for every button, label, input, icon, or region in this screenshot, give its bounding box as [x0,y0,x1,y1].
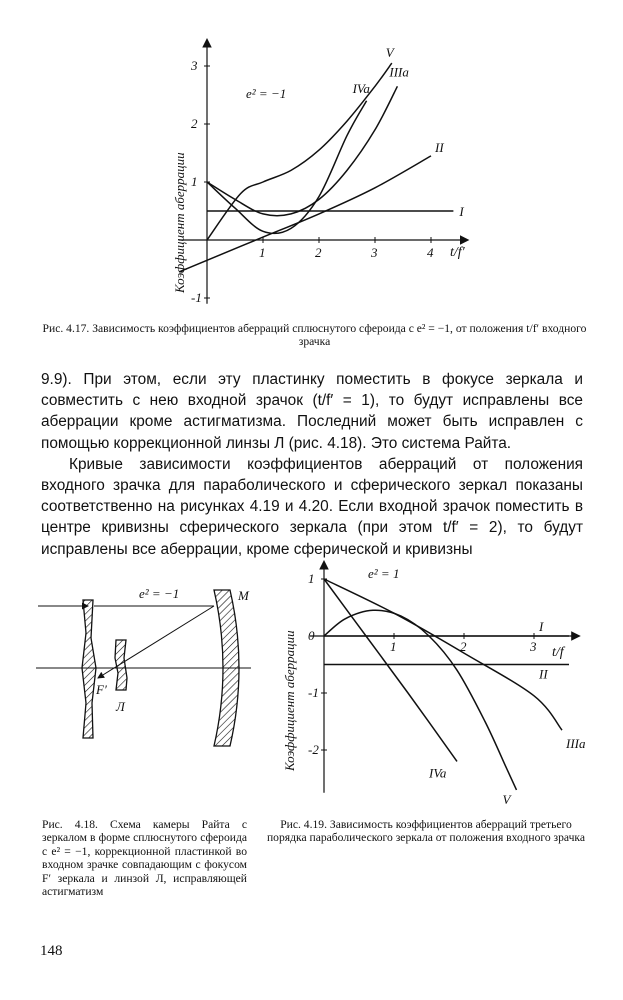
x-tick-label: 3 [530,639,537,654]
label-lens: Л [116,699,125,714]
fig419-series [324,579,569,790]
series-label-V: V [385,45,394,61]
series-label-V: V [502,791,511,807]
y-tick-label: -1 [308,685,319,700]
series-label-IVa: IVa [429,765,447,781]
series-label-IIIa: IIIa [389,64,409,80]
series-label-IVa: IVa [352,80,370,96]
x-tick-label: 2 [315,245,322,260]
fig417-annotation: e² = −1 [246,86,287,101]
series-label-II: II [435,139,444,155]
label-focus: F′ [96,682,107,697]
series-label-II: II [539,666,548,682]
y-tick-label: 0 [308,628,315,643]
figure-4-18-caption: Рис. 4.18. Схема камеры Райта с зеркалом в форме сплюснутого сфероида с e² = −1, коррекционной пластинкой во входном зрачке совпадающим с фокусом F′ зеркала и линзой Л, исправляющей астигматизм [42,818,247,899]
x-tick-label: 1 [259,245,266,260]
figure-4-17-chart [150,28,500,310]
x-tick-label: 3 [371,245,378,260]
x-tick-label: 2 [460,639,467,654]
figure-4-19-caption: Рис. 4.19. Зависимость коэффициентов аберраций третьего порядка параболического зеркала от положения входного зрачка [266,818,586,845]
figure-4-17-caption: Рис. 4.17. Зависимость коэффициентов аберраций сплюснутого сфероида с e² = −1, от положения t/f′ входного зрачка [42,322,587,349]
series-label-IIIa: IIIa [566,736,586,752]
fig417-series-labels [352,45,465,219]
label-mirror: M [238,588,249,603]
series-line-IVa [324,579,457,761]
series-line-IIIa [207,86,397,215]
body-text [41,369,583,560]
page-number: 148 [40,943,63,959]
fig417-axes [179,43,465,304]
fig417-ylabel: Коэффициент аберрации [172,152,187,293]
series-line-IVa [207,101,367,234]
figure-4-19-chart [272,556,612,807]
x-tick-label: 1 [390,639,397,654]
correction-plate [82,600,96,738]
y-tick-label: -2 [308,742,319,757]
y-tick-label: -1 [191,290,202,305]
fig419-ylabel: Коэффициент аберрации [282,630,297,771]
paragraph-2: Кривые зависимости коэффициентов аберраций от положения входного зрачка для параболического и сферического зеркал показаны соответственно на рисунках 4.19 и 4.20. Если входной зрачок поместить в центре кривизны сферического зеркала (при этом t/f′ = 2), то будут исправлены все аберрации, кроме сферической и кривизны [41,455,583,558]
y-tick-label: 3 [191,58,198,73]
series-line-V [324,610,517,790]
series-label-I: I [539,619,544,634]
fig419-annotation: e² = 1 [368,566,400,581]
series-line-IIIa [324,579,562,730]
figure-4-18-diagram [36,578,256,758]
y-tick-label: 2 [191,116,198,131]
fig418-annotation: e² = −1 [139,586,180,601]
fig417-ticks [190,58,434,305]
x-tick-label: 4 [427,245,434,260]
fig419-xlabel: t/f [552,645,564,660]
series-line-II [179,156,431,272]
paragraph-1: 9.9). При этом, если эту пластинку поместить в фокусе зеркала и совместить с нею входной зрачок (t/f′ = 1), то будут исправлены все аберрации кроме астигматизма. Последний может быть исправлен с помощью коррекционной линзы Л (рис. 4.18). Это система Райта. [41,371,583,452]
lens-l [115,640,127,690]
y-tick-label: 1 [191,174,198,189]
series-label-I: I [459,204,464,219]
fig419-axes [310,565,576,793]
fig417-xlabel: t/f′ [450,245,465,260]
y-tick-label: 1 [308,571,315,586]
